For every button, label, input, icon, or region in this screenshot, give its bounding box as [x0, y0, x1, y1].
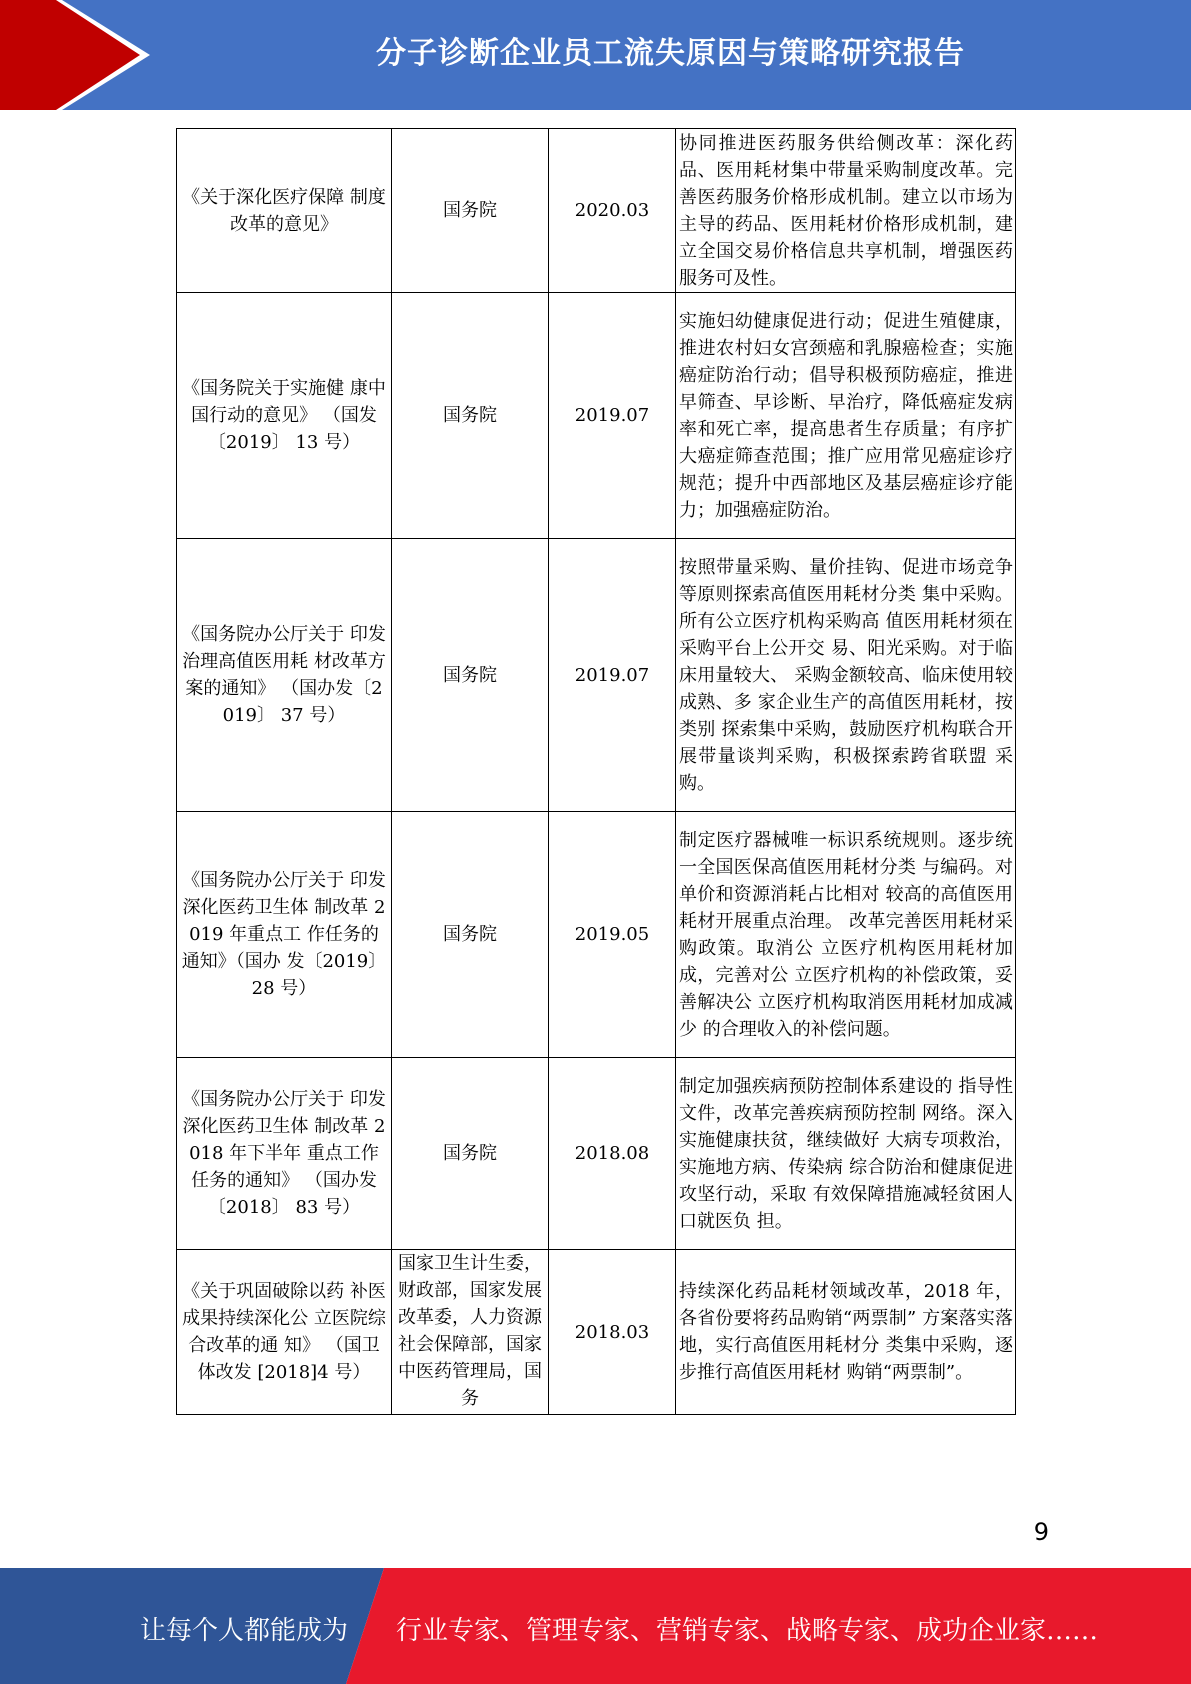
issuer-text: 国家卫生计生委，财政部，国家发展改革委，人力资源社会保障部，国家中医药管理局，国务 [398, 1253, 542, 1409]
table-row [177, 1250, 1016, 1415]
table-row [177, 539, 1016, 812]
date-cell: 2018.03 [549, 1250, 676, 1415]
policy-name-cell: 《国务院办公厅关于 印发治理高值医用耗 材改革方案的通知》 （国办发〔2019〕 37 号） [177, 539, 392, 812]
issuer-cell: 国务院 [392, 293, 549, 539]
content-cell: 制定医疗器械唯一标识系统规则。逐步统一全国医保高值医用耗材分类 与编码。对单价和资源消耗占比相对 较高的高值医用耗材开展重点治理。 改革完善医用耗材采购政策。取消公 立医疗机构医用耗材加成，完善对公 立医疗机构的补偿政策，妥善解决公 立医疗机构取消医用耗材加成减少 的合理收入的补偿问题。 [676, 812, 1016, 1058]
issuer-cell: 国务院 [392, 129, 549, 293]
document-title: 分子诊断企业员工流失原因与策略研究报告 [376, 36, 965, 71]
issuer-cell [392, 1250, 549, 1415]
date-cell: 2019.07 [549, 293, 676, 539]
policy-name-cell: 《国务院办公厅关于 印发深化医药卫生体 制改革 2018 年下半年 重点工作任务的通知》 （国办发〔2018〕 83 号） [177, 1058, 392, 1250]
policy-name-cell: 《关于深化医疗保障 制度改革的意见》 [177, 129, 392, 293]
date-cell: 2019.07 [549, 539, 676, 812]
issuer-cell: 国务院 [392, 539, 549, 812]
policy-table [176, 128, 1016, 1415]
date-cell: 2020.03 [549, 129, 676, 293]
policy-name-cell: 《国务院办公厅关于 印发深化医药卫生体 制改革 2019 年重点工 作任务的通知》（国办 发〔2019〕 28 号） [177, 812, 392, 1058]
content-cell: 按照带量采购、量价挂钩、促进市场竞争等原则探索高值医用耗材分类 集中采购。所有公立医疗机构采购高 值医用耗材须在采购平台上公开交 易、阳光采购。对于临床用量较大、 采购金额较高、临床使用较成熟、多 家企业生产的高值医用耗材，按类别 探索集中采购，鼓励医疗机构联合开 展带量谈判采购，积极探索跨省联盟 采购。 [676, 539, 1016, 812]
table-row [177, 293, 1016, 539]
content-cell: 实施妇幼健康促进行动；促进生殖健康，推进农村妇女宫颈癌和乳腺癌检查；实施癌症防治行动；倡导积极预防癌症，推进早筛查、早诊断、早治疗，降低癌症发病率和死亡率，提高患者生存质量；有序扩大癌症筛查范围；推广应用常见癌症诊疗规范；提升中西部地区及基层癌症诊疗能力；加强癌症防治。 [676, 293, 1016, 539]
header-arrow-icon [0, 0, 150, 110]
table-row [177, 129, 1016, 293]
issuer-cell: 国务院 [392, 1058, 549, 1250]
page-header [0, 0, 1191, 110]
content-cell: 制定加强疾病预防控制体系建设的 指导性文件，改革完善疾病预防控制 网络。深入实施健康扶贫，继续做好 大病专项救治，实施地方病、传染病 综合防治和健康促进攻坚行动，采取 有效保障措施减轻贫困人口就医负 担。 [676, 1058, 1016, 1250]
footer-slogan-right: 行业专家、管理专家、营销专家、战略专家、成功企业家…… [396, 1616, 1099, 1646]
content-cell: 协同推进医药服务供给侧改革：深化药品、医用耗材集中带量采购制度改革。完善医药服务价格形成机制。建立以市场为主导的药品、医用耗材价格形成机制，建立全国交易价格信息共享机制，增强医药服务可及性。 [676, 129, 1016, 293]
policy-name-cell: 《关于巩固破除以药 补医成果持续深化公 立医院综合改革的通 知》 （国卫体改发 [2018]4 号） [177, 1250, 392, 1415]
issuer-cell: 国务院 [392, 812, 549, 1058]
table-row [177, 812, 1016, 1058]
table-row [177, 1058, 1016, 1250]
content-cell: 持续深化药品耗材领域改革，2018 年，各省份要将药品购销“两票制” 方案落实落地，实行高值医用耗材分 类集中采购，逐步推行高值医用耗材 购销“两票制”。 [676, 1250, 1016, 1415]
date-cell: 2019.05 [549, 812, 676, 1058]
date-cell: 2018.08 [549, 1058, 676, 1250]
page-number: 9 [1033, 1518, 1049, 1546]
footer-slogan-left: 让每个人都能成为 [140, 1616, 349, 1646]
policy-name-cell: 《国务院关于实施健 康中国行动的意见》 （国发〔2019〕 13 号） [177, 293, 392, 539]
